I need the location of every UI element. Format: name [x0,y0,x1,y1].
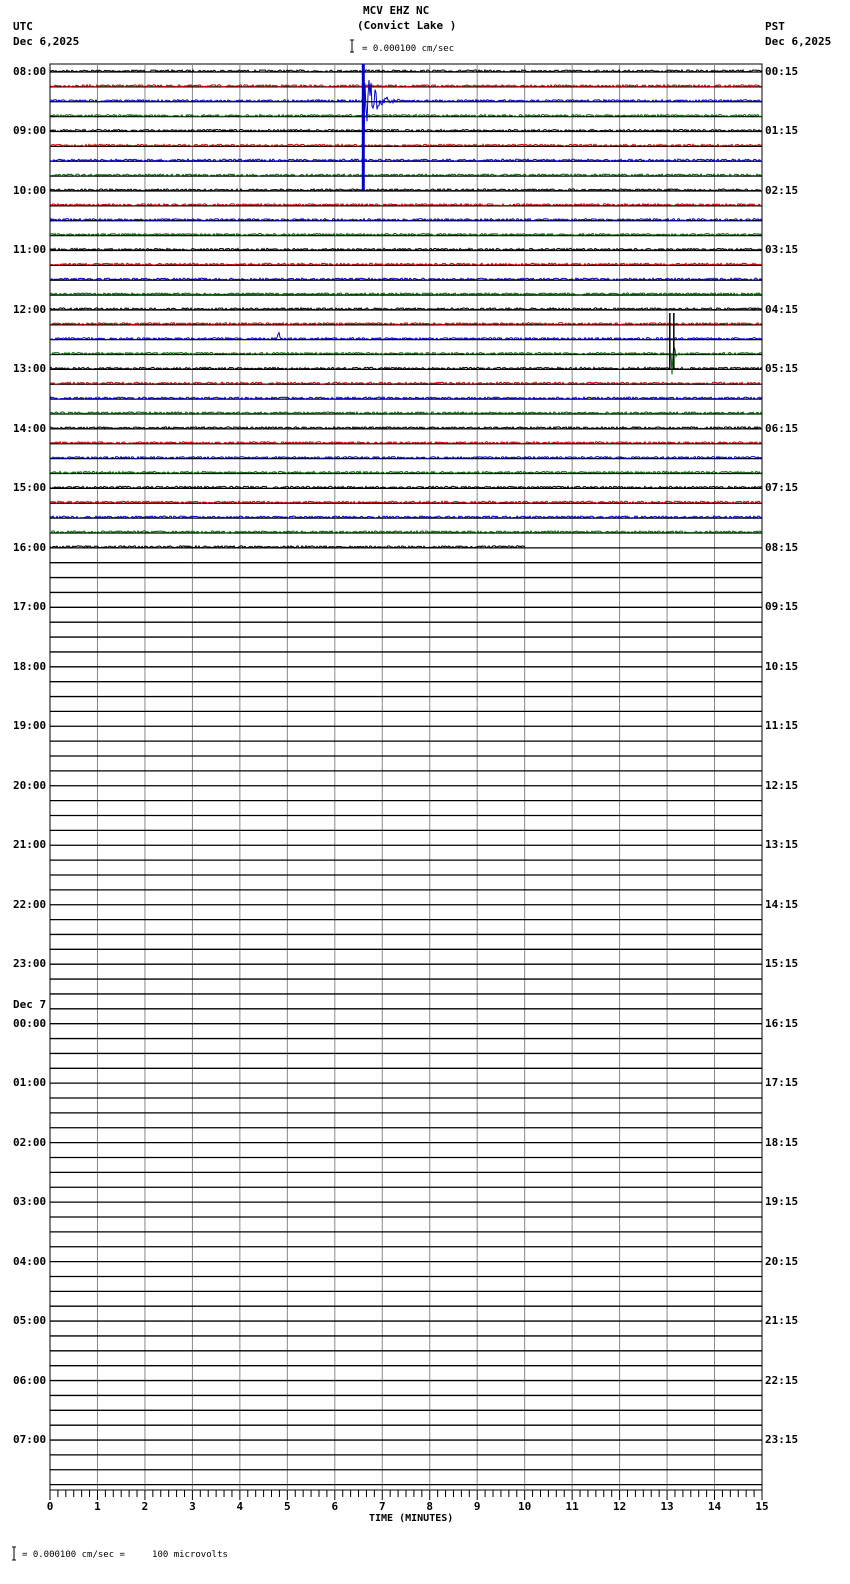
left-hour-label: 21:00 [13,838,47,852]
right-hour-label: 08:15 [765,540,799,554]
right-hour-label: 11:15 [765,719,799,733]
left-hour-label: 04:00 [13,1254,47,1268]
right-hour-label: 22:15 [765,1373,799,1387]
right-timezone: PST [765,20,785,33]
right-hour-label: 00:15 [765,65,799,78]
x-tick-label: 11 [565,1500,579,1513]
left-hour-label: 08:00 [13,65,47,78]
left-hour-label: 14:00 [13,421,47,435]
left-hour-label: 07:00 [13,1433,47,1447]
left-hour-label: 09:00 [13,124,47,138]
x-tick-label: 0 [46,1500,54,1513]
right-date: Dec 6,2025 [765,35,832,48]
trace-row [50,347,762,374]
left-hour-label: 16:00 [13,540,47,554]
left-hour-label: 19:00 [13,719,47,733]
x-tick-label: 7 [378,1500,386,1513]
right-hour-label: 01:15 [765,124,799,138]
trace-row [50,85,762,87]
left-hour-label: 15:00 [13,481,47,495]
x-tick-label: 3 [189,1500,196,1513]
right-hour-label: 21:15 [765,1314,799,1328]
left-hour-label: 06:00 [13,1373,47,1387]
right-hour-label: 19:15 [765,1195,799,1209]
right-hour-label: 03:15 [765,243,799,257]
left-hour-label: 23:00 [13,957,47,971]
x-tick-label: 13 [660,1500,674,1513]
left-hour-label: 02:00 [13,1135,47,1149]
left-hour-label: 13:00 [13,362,47,376]
right-hour-label: 16:15 [765,1016,799,1030]
left-hour-label: 22:00 [13,897,47,911]
x-tick-label: 6 [331,1500,339,1513]
right-hour-label: 06:15 [765,421,799,435]
footer-scale: = 0.000100 cm/sec = 100 microvolts [22,1550,228,1560]
right-hour-label: 04:15 [765,302,799,316]
chart-subtitle: (Convict Lake ) [357,19,457,32]
x-tick-label: 10 [518,1500,532,1513]
right-hour-label: 09:15 [765,600,799,614]
right-hour-label: 14:15 [765,897,799,911]
left-hour-label: 01:00 [13,1076,47,1090]
x-tick-label: 12 [612,1500,627,1513]
left-hour-label: 03:00 [13,1195,47,1209]
right-hour-label: 18:15 [765,1135,799,1149]
left-hour-label: 10:00 [13,183,47,197]
left-hour-label: 20:00 [13,778,47,792]
trace-row [50,333,762,340]
right-hour-label: 20:15 [765,1254,799,1268]
right-hour-label: 12:15 [765,778,799,792]
right-hour-label: 02:15 [765,183,799,197]
left-hour-label: 18:00 [13,659,47,673]
left-hour-label: 11:00 [13,243,47,257]
right-hour-label: 07:15 [765,481,799,495]
x-tick-label: 9 [473,1500,481,1513]
right-hour-label: 13:15 [765,838,799,852]
trace-row [50,80,762,145]
chart-title: MCV EHZ NC [363,4,430,17]
left-timezone: UTC [13,20,33,33]
scale-label: = 0.000100 cm/sec [362,44,455,54]
right-hour-label: 15:15 [765,957,799,971]
x-tick-label: 5 [284,1500,291,1513]
x-tick-label: 14 [707,1500,722,1513]
x-tick-label: 1 [94,1500,101,1513]
right-hour-label: 10:15 [765,659,799,673]
x-tick-label: 8 [426,1500,434,1513]
left-date: Dec 6,2025 [13,35,80,48]
next-day-label: Dec 7 [13,998,47,1011]
left-hour-label: 05:00 [13,1314,47,1328]
trace-row [50,159,762,161]
x-axis-label: TIME (MINUTES) [369,1513,454,1524]
x-tick-label: 4 [236,1500,244,1513]
left-hour-label: 17:00 [13,600,47,614]
right-hour-label: 05:15 [765,362,799,376]
x-tick-label: 2 [141,1500,149,1513]
x-tick-label: 15 [755,1500,769,1513]
right-hour-label: 17:15 [765,1076,799,1090]
left-hour-label: 00:00 [13,1016,47,1030]
right-hour-label: 23:15 [765,1433,799,1447]
left-hour-label: 12:00 [13,302,47,316]
